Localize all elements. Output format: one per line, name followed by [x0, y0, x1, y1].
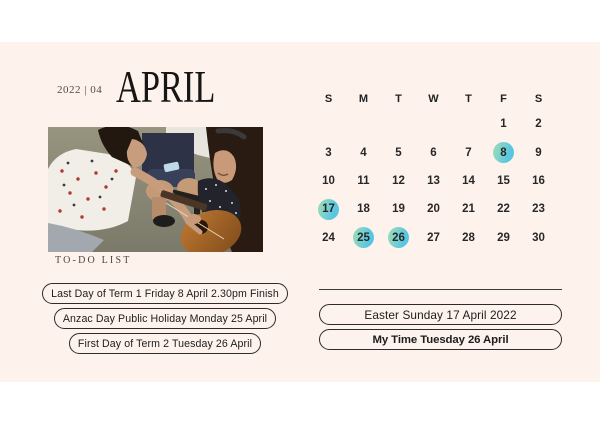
- day-header-2: T: [395, 93, 402, 105]
- calendar-date-19: 19: [392, 203, 405, 216]
- calendar-date-10: 10: [322, 174, 335, 187]
- calendar-date-14: 14: [462, 174, 475, 187]
- photo-shoe: [153, 215, 175, 227]
- calendar-date-7: 7: [465, 146, 472, 159]
- calendar-date-18: 18: [357, 203, 370, 216]
- calendar-date-empty: [381, 110, 416, 138]
- day-header-5: F: [500, 93, 507, 105]
- calendar-date-23: 23: [532, 203, 545, 216]
- calendar-date-5: 5: [395, 146, 402, 159]
- calendar-date-25: [346, 224, 381, 252]
- calendar-date-15: 15: [497, 174, 510, 187]
- calendar-highlight-25: 25: [353, 227, 374, 248]
- todo-list: [42, 283, 288, 354]
- calendar-date-empty: [346, 110, 381, 138]
- calendar-date-13: 13: [427, 174, 440, 187]
- events-divider: [319, 289, 562, 290]
- day-header-4: T: [465, 93, 472, 105]
- calendar-date-3: 3: [325, 146, 332, 159]
- calendar-date-empty: [311, 110, 346, 138]
- calendar-highlight-8: 8: [493, 142, 514, 163]
- month-title: APRIL: [116, 62, 216, 113]
- calendar-date-17: [311, 195, 346, 223]
- todo-list-heading: TO-DO LIST: [55, 255, 132, 266]
- event-item-2: My Time Tuesday 26 April: [319, 329, 562, 350]
- day-header-1: M: [358, 93, 369, 105]
- todo-item-3: First Day of Term 2 Tuesday 26 April: [69, 333, 261, 354]
- calendar-date-26: [381, 224, 416, 252]
- calendar-week-row: [311, 138, 556, 166]
- calendar-date-8: [486, 138, 521, 166]
- calendar-date-12: 12: [392, 174, 405, 187]
- calendar-date-29: 29: [497, 231, 510, 244]
- calendar-week-row: [311, 224, 556, 252]
- calendar-date-1: 1: [500, 118, 507, 131]
- calendar-date-21: 21: [462, 203, 475, 216]
- calendar-highlight-17: 17: [318, 199, 339, 220]
- calendar-grid: [311, 88, 556, 252]
- calendar-date-9: 9: [535, 146, 542, 159]
- event-item-1: Easter Sunday 17 April 2022: [319, 304, 562, 325]
- todo-item-1: Last Day of Term 1 Friday 8 April 2.30pm Finish: [42, 283, 288, 304]
- events-list: [319, 304, 562, 350]
- calendar-weeks: [311, 110, 556, 252]
- calendar-week-row: [311, 110, 556, 138]
- calendar-date-11: 11: [357, 174, 370, 187]
- calendar-date-2: 2: [535, 118, 542, 131]
- calendar-week-row: [311, 195, 556, 223]
- calendar-date-6: 6: [430, 146, 437, 159]
- calendar-date-4: 4: [360, 146, 367, 159]
- issue-label: 2022 | 04: [57, 84, 103, 96]
- guitar-lesson-photo: [48, 127, 263, 252]
- day-header-3: W: [428, 93, 439, 105]
- calendar-date-empty: [416, 110, 451, 138]
- calendar-date-24: 24: [322, 231, 335, 244]
- photo-teacher-face: [213, 150, 236, 182]
- calendar-date-20: 20: [427, 203, 440, 216]
- calendar-date-30: 30: [532, 231, 545, 244]
- todo-item-2: Anzac Day Public Holiday Monday 25 April: [54, 308, 276, 329]
- calendar-date-28: 28: [462, 231, 475, 244]
- calendar-date-22: 22: [497, 203, 510, 216]
- day-header-6: S: [534, 93, 543, 105]
- calendar-date-27: 27: [427, 231, 440, 244]
- calendar-highlight-26: 26: [388, 227, 409, 248]
- calendar-day-headers: [311, 88, 556, 110]
- calendar-date-empty: [451, 110, 486, 138]
- day-header-0: S: [324, 93, 333, 105]
- calendar-date-16: 16: [532, 174, 545, 187]
- calendar-week-row: [311, 167, 556, 195]
